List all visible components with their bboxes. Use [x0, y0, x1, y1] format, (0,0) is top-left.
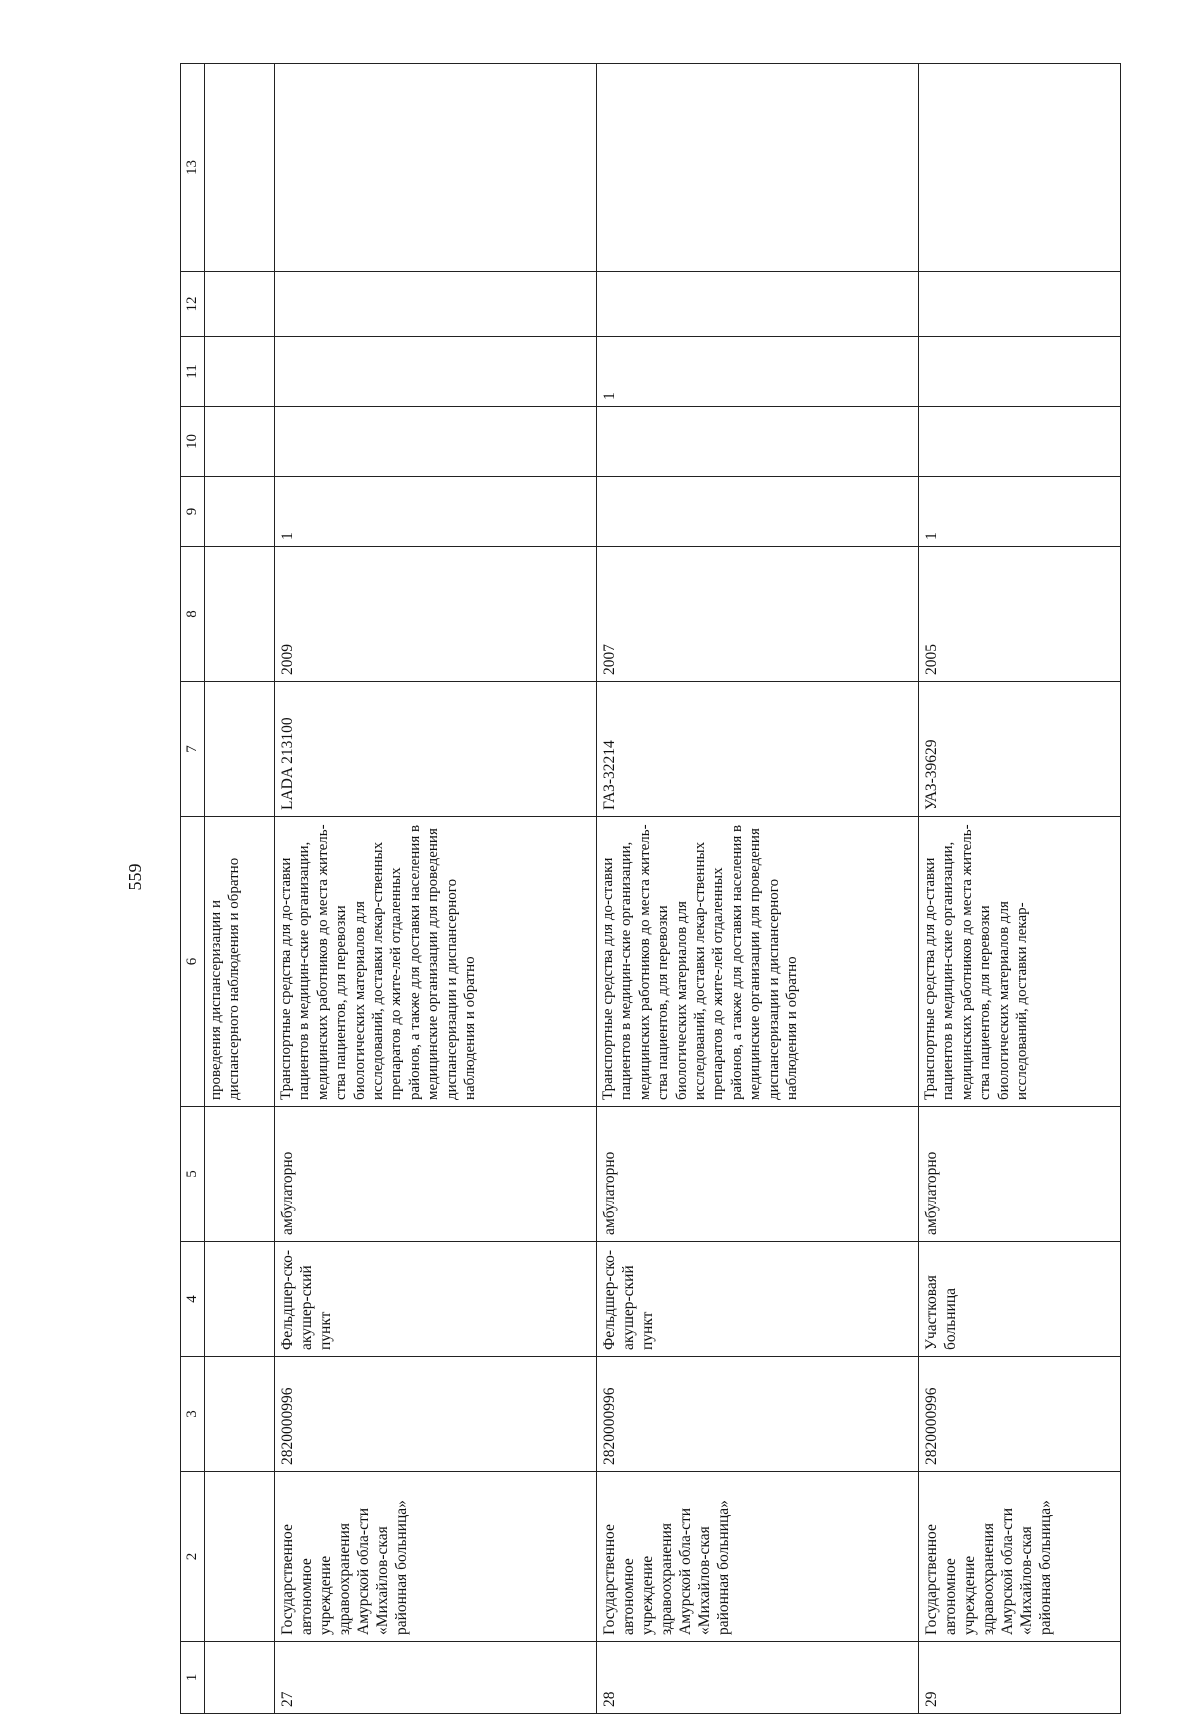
care-condition-cell: амбулаторно	[919, 1107, 1121, 1242]
table-cell	[919, 64, 1121, 272]
table-cell	[597, 407, 919, 477]
table-cell	[205, 1357, 275, 1472]
table-cell	[205, 407, 275, 477]
row-number-cell: 29	[919, 1642, 1121, 1714]
column-header: 12	[181, 272, 205, 337]
table-row	[919, 64, 1121, 1714]
continuation-row	[205, 64, 275, 1714]
column-header: 8	[181, 547, 205, 682]
column-header: 1	[181, 1642, 205, 1714]
inn-cell: 2820000996	[919, 1357, 1121, 1472]
column-header: 10	[181, 407, 205, 477]
table-cell	[275, 272, 597, 337]
column-header: 6	[181, 817, 205, 1107]
care-condition-cell: амбулаторно	[597, 1107, 919, 1242]
vehicle-model-cell: ГАЗ-32214	[597, 682, 919, 817]
column-header: 7	[181, 682, 205, 817]
table-cell: 1	[597, 337, 919, 407]
table-cell	[919, 337, 1121, 407]
vehicle-year-cell: 2009	[275, 547, 597, 682]
facility-type-cell: Фельдшер-ско-акушер-ский пункт	[275, 1242, 597, 1357]
column-header: 9	[181, 477, 205, 547]
facility-type-cell: Участковая больница	[919, 1242, 1121, 1357]
table-cell	[275, 407, 597, 477]
page-number: 559	[125, 863, 145, 891]
rotated-table-container	[180, 64, 1120, 1714]
table-cell	[919, 272, 1121, 337]
column-header: 13	[181, 64, 205, 272]
vehicle-table	[180, 63, 1121, 1714]
table-cell	[597, 272, 919, 337]
column-header: 4	[181, 1242, 205, 1357]
vehicle-year-cell: 2007	[597, 547, 919, 682]
table-cell	[205, 1472, 275, 1642]
vehicle-purpose-cell: Транспортные средства для до-ставки пациентов в медицин-ские организации, медицинских работников до места житель-ства пациентов, для перевозки биологических материалов для исследований, доставки лекар-ственных препаратов до жите-лей отдаленных районов, а также для доставки населения в медицинские организации для проведения диспансеризации и диспансерного наблюдения и обратно	[275, 817, 597, 1107]
column-header: 11	[181, 337, 205, 407]
table-cell: 1	[919, 477, 1121, 547]
column-header: 3	[181, 1357, 205, 1472]
table-cell	[205, 1642, 275, 1714]
table-cell	[205, 272, 275, 337]
table-cell	[275, 337, 597, 407]
organization-cell: Государственное автономное учреждение здравоохранения Амурской обла-сти «Михайлов-ская районная больница»	[275, 1472, 597, 1642]
table-row	[275, 64, 597, 1714]
table-cell: 1	[275, 477, 597, 547]
inn-cell: 2820000996	[275, 1357, 597, 1472]
table-cell	[205, 1107, 275, 1242]
vehicle-purpose-cell: проведения диспансеризации и диспансерного наблюдения и обратно	[205, 817, 275, 1107]
organization-cell: Государственное автономное учреждение здравоохранения Амурской обла-сти «Михайлов-ская районная больница»	[597, 1472, 919, 1642]
table-cell	[205, 477, 275, 547]
table-cell	[205, 547, 275, 682]
column-header: 2	[181, 1472, 205, 1642]
table-cell	[597, 477, 919, 547]
table-cell	[597, 64, 919, 272]
row-number-cell: 28	[597, 1642, 919, 1714]
organization-cell: Государственное автономное учреждение здравоохранения Амурской обла-сти «Михайлов-ская районная больница»	[919, 1472, 1121, 1642]
inn-cell: 2820000996	[597, 1357, 919, 1472]
facility-type-cell: Фельдшер-ско-акушер-ский пункт	[597, 1242, 919, 1357]
table-cell	[205, 64, 275, 272]
table-cell	[919, 407, 1121, 477]
vehicle-purpose-cell: Транспортные средства для до-ставки пациентов в медицин-ские организации, медицинских работников до места житель-ства пациентов, для перевозки биологических материалов для исследований, доставки лекар-	[919, 817, 1121, 1107]
table-cell	[205, 682, 275, 817]
table-cell	[205, 337, 275, 407]
care-condition-cell: амбулаторно	[275, 1107, 597, 1242]
vehicle-purpose-cell: Транспортные средства для до-ставки пациентов в медицин-ские организации, медицинских работников до места житель-ства пациентов, для перевозки биологических материалов для исследований, доставки лекар-ственных препаратов до жите-лей отдаленных районов, а также для доставки населения в медицинские организации для проведения диспансеризации и диспансерного наблюдения и обратно	[597, 817, 919, 1107]
table-row	[597, 64, 919, 1714]
column-header: 5	[181, 1107, 205, 1242]
table-header-row	[181, 64, 205, 1714]
row-number-cell: 27	[275, 1642, 597, 1714]
vehicle-model-cell: LADA 213100	[275, 682, 597, 817]
vehicle-model-cell: УАЗ-39629	[919, 682, 1121, 817]
vehicle-year-cell: 2005	[919, 547, 1121, 682]
table-cell	[275, 64, 597, 272]
table-cell	[205, 1242, 275, 1357]
